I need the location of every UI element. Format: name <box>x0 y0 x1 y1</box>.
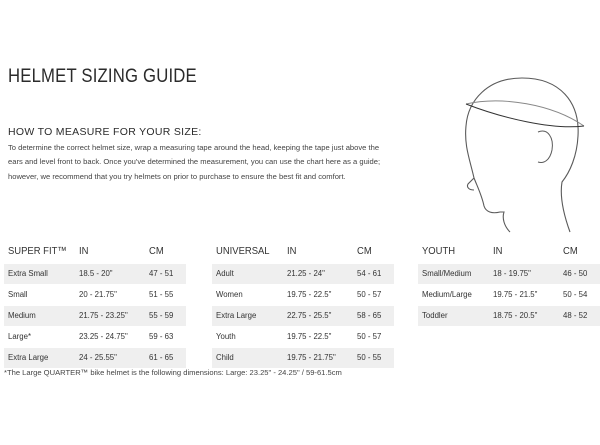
super-fit-table <box>4 242 186 369</box>
size-cell: Youth <box>216 332 236 341</box>
desc-line: To determine the correct helmet size, wrap a measuring tape around the head, keeping the tape just above the <box>8 143 380 152</box>
inches-cell: 20 - 21.75" <box>79 290 117 299</box>
cm-cell: 51 - 55 <box>149 290 174 299</box>
footnote: *The Large QUARTER™ bike helmet is the following dimensions: Large: 23.25" - 24.25" / 59-61.5cm <box>4 368 342 377</box>
size-cell: Small/Medium <box>422 269 472 278</box>
table-row <box>212 327 394 347</box>
table-header: CM <box>357 245 372 257</box>
table-row <box>212 348 394 368</box>
table-row <box>4 306 186 326</box>
cm-cell: 50 - 54 <box>563 290 588 299</box>
size-cell: Extra Large <box>216 311 257 320</box>
size-cell: Extra Large <box>8 353 49 362</box>
table-row <box>4 285 186 305</box>
table-header: YOUTH <box>422 245 456 257</box>
cm-cell: 50 - 57 <box>357 332 382 341</box>
table-header: IN <box>79 245 89 257</box>
cm-cell: 47 - 51 <box>149 269 174 278</box>
size-cell: Women <box>216 290 243 299</box>
inches-cell: 24 - 25.55" <box>79 353 117 362</box>
table-header: UNIVERSAL <box>216 245 270 257</box>
inches-cell: 19.75 - 22.5" <box>287 290 332 299</box>
inches-cell: 18.5 - 20" <box>79 269 113 278</box>
table-row <box>4 264 186 284</box>
inches-cell: 23.25 - 24.75" <box>79 332 128 341</box>
table-header: IN <box>287 245 297 257</box>
measuring-tape-back <box>466 101 584 126</box>
desc-line: however, we recommend that you try helmets on prior to purchase to ensure the best fit and comfort. <box>8 171 346 181</box>
cm-cell: 54 - 61 <box>357 269 382 278</box>
inches-cell: 19.75 - 21.75" <box>287 353 336 362</box>
inches-cell: 19.75 - 22.5" <box>287 332 332 341</box>
how-to-measure-text <box>8 141 428 184</box>
size-cell: Extra Small <box>8 269 48 278</box>
table-row <box>418 264 600 284</box>
size-cell: Toddler <box>422 311 448 320</box>
measuring-tape-front <box>466 104 584 127</box>
inches-cell: 22.75 - 25.5" <box>287 311 332 320</box>
table-row <box>418 306 600 326</box>
head-measurement-illustration <box>452 60 592 235</box>
inches-cell: 18.75 - 20.5" <box>493 311 538 320</box>
size-cell: Medium/Large <box>422 290 472 299</box>
table-row <box>212 306 394 326</box>
size-cell: Child <box>216 353 234 362</box>
youth-table <box>418 242 600 327</box>
desc-line: ears and level front to back. Once you've determined the measurement, you can use the chart here as a guide; <box>8 157 381 167</box>
table-header: IN <box>493 245 503 257</box>
size-cell: Medium <box>8 311 36 320</box>
inches-cell: 21.75 - 23.25" <box>79 311 128 320</box>
cm-cell: 50 - 55 <box>357 353 382 362</box>
inches-cell: 18 - 19.75" <box>493 269 531 278</box>
cm-cell: 48 - 52 <box>563 311 588 320</box>
page-title: HELMET SIZING GUIDE <box>8 66 197 87</box>
size-cell: Small <box>8 290 28 299</box>
size-cell: Adult <box>216 269 234 278</box>
table-header: CM <box>563 245 578 257</box>
table-row <box>4 327 186 347</box>
table-row <box>212 264 394 284</box>
how-to-measure-heading: HOW TO MEASURE FOR YOUR SIZE: <box>8 126 202 138</box>
inches-cell: 21.25 - 24" <box>287 269 325 278</box>
universal-table <box>212 242 394 369</box>
cm-cell: 50 - 57 <box>357 290 382 299</box>
inches-cell: 19.75 - 21.5" <box>493 290 538 299</box>
ear-outline <box>538 131 552 162</box>
table-row <box>4 348 186 368</box>
table-header: SUPER FIT™ <box>8 245 67 257</box>
cm-cell: 61 - 65 <box>149 353 174 362</box>
size-cell: Large* <box>8 332 31 341</box>
table-header: CM <box>149 245 164 257</box>
cm-cell: 59 - 63 <box>149 332 174 341</box>
table-row <box>212 285 394 305</box>
cm-cell: 55 - 59 <box>149 311 174 320</box>
cm-cell: 58 - 65 <box>357 311 382 320</box>
cm-cell: 46 - 50 <box>563 269 588 278</box>
table-row <box>418 285 600 305</box>
